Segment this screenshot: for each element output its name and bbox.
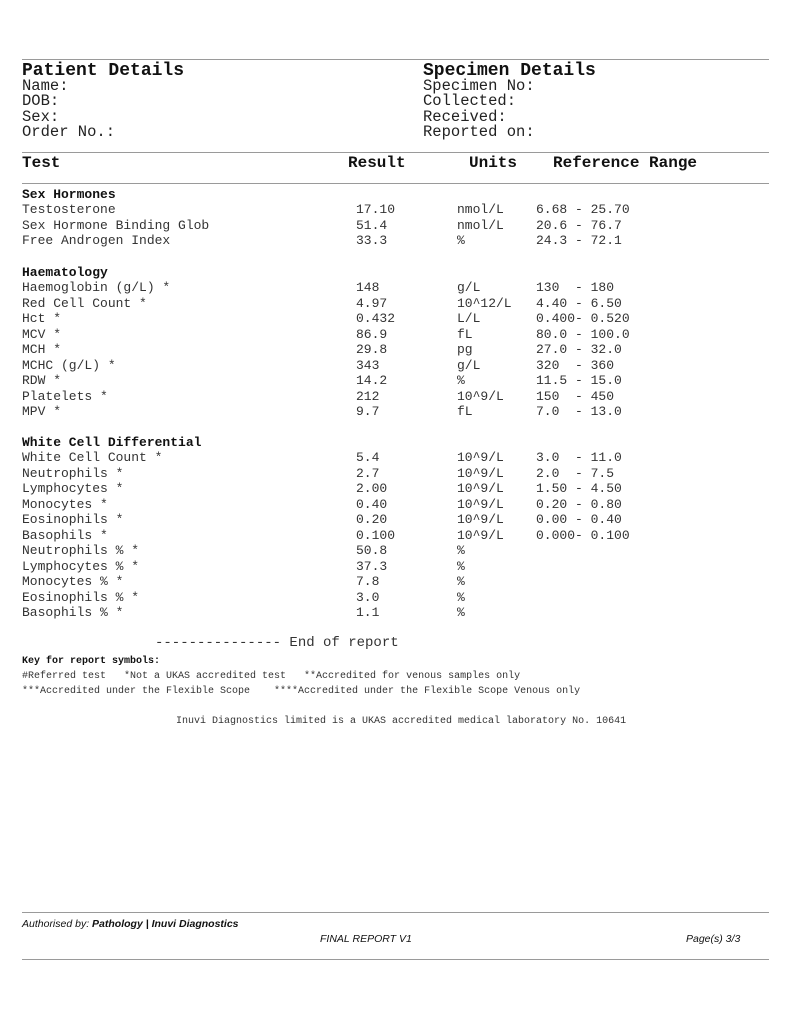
column-header-test: Test	[22, 154, 61, 172]
cell-units: 10^9/L	[457, 388, 504, 404]
cell-result: 51.4	[356, 217, 388, 233]
cell-test: Testosterone	[22, 202, 116, 218]
cell-units: %	[457, 574, 465, 589]
column-header-units: Units	[469, 154, 518, 172]
cell-range: 20.6 - 76.7	[536, 217, 622, 233]
cell-test: Hct *	[22, 311, 62, 327]
cell-result: 148	[356, 280, 380, 296]
patient-name-label: Name:	[22, 77, 69, 95]
cell-result: 3.0	[356, 589, 380, 605]
key-line-2: ***Accredited under the Flexible Scope ****Accredited under the Flexible Scope Venous only	[22, 686, 581, 697]
cell-result: 4.97	[356, 295, 388, 311]
cell-result: 0.20	[356, 512, 388, 528]
cell-test: Eosinophils *	[22, 512, 124, 528]
cell-result: 0.432	[356, 311, 396, 327]
specimen-received-label: Received:	[423, 108, 507, 126]
cell-units: nmol/L	[457, 202, 504, 218]
cell-result: 29.8	[356, 342, 388, 358]
cell-result: 14.2	[356, 373, 388, 389]
cell-result: 37.3	[356, 558, 388, 574]
specimen-details-heading: Specimen Details	[423, 61, 596, 81]
cell-range: 1.50 - 4.50	[536, 481, 622, 497]
cell-range: 0.20 - 0.80	[536, 496, 622, 512]
cell-result: 343	[356, 357, 380, 373]
cell-units: g/L	[457, 357, 481, 373]
cell-result: 0.100	[356, 527, 396, 543]
cell-test: Lymphocytes *	[22, 481, 124, 497]
cell-range: 4.40 - 6.50	[536, 295, 622, 311]
cell-range: 80.0 - 100.0	[536, 326, 630, 342]
cell-units: L/L	[457, 311, 481, 327]
cell-range: 11.5 - 15.0	[536, 373, 622, 389]
cell-test: Eosinophils % *	[22, 589, 140, 605]
cell-range: 150 - 450	[536, 388, 615, 404]
cell-test: Lymphocytes % *	[22, 558, 140, 574]
top-rule	[22, 59, 769, 60]
cell-range: 130 - 180	[536, 280, 615, 296]
report-status: FINAL REPORT V1	[320, 933, 412, 945]
cell-test: MCV *	[22, 326, 62, 342]
key-title: Key for report symbols:	[22, 656, 161, 667]
key-line-1: #Referred test *Not a UKAS accredited test **Accredited for venous samples only	[22, 671, 521, 682]
cell-units: 10^9/L	[457, 496, 504, 512]
column-header-rule	[22, 183, 769, 184]
cell-test: Monocytes % *	[22, 574, 124, 589]
patient-dob-label: DOB:	[22, 92, 60, 110]
group-heading: White Cell Differential	[22, 435, 202, 450]
cell-range: 2.0 - 7.5	[536, 465, 615, 481]
cell-result: 50.8	[356, 543, 388, 559]
cell-test: Red Cell Count *	[22, 295, 147, 311]
cell-result: 0.40	[356, 496, 388, 512]
authorised-by-label: Authorised by:	[22, 918, 90, 930]
authorised-by-value: Pathology | Inuvi Diagnostics	[92, 918, 239, 930]
cell-units: fL	[457, 404, 473, 419]
cell-range: 6.68 - 25.70	[536, 202, 630, 218]
cell-units: 10^9/L	[457, 481, 504, 497]
cell-units: 10^12/L	[457, 295, 512, 311]
cell-range: 0.00 - 0.40	[536, 512, 622, 528]
patient-order-label: Order No.:	[22, 123, 116, 141]
group-heading: Sex Hormones	[22, 187, 116, 202]
cell-result: 33.3	[356, 233, 388, 249]
cell-units: 10^9/L	[457, 450, 504, 466]
cell-range: 3.0 - 11.0	[536, 450, 622, 466]
footer-bottom-rule	[22, 959, 769, 960]
cell-units: %	[457, 373, 465, 389]
column-header-reference-range: Reference Range	[553, 154, 698, 172]
accreditation-statement: Inuvi Diagnostics limited is a UKAS accredited medical laboratory No. 10641	[176, 716, 627, 727]
cell-units: 10^9/L	[457, 465, 504, 481]
group-heading: Haematology	[22, 265, 108, 280]
cell-range: 7.0 - 13.0	[536, 404, 622, 419]
cell-units: g/L	[457, 280, 481, 296]
cell-test: Basophils *	[22, 527, 108, 543]
cell-test: Platelets *	[22, 388, 108, 404]
cell-units: %	[457, 543, 465, 559]
cell-range: 0.400- 0.520	[536, 311, 630, 327]
cell-test: Sex Hormone Binding Glob	[22, 217, 210, 233]
cell-result: 9.7	[356, 404, 380, 419]
cell-units: 10^9/L	[457, 512, 504, 528]
cell-test: Monocytes *	[22, 496, 108, 512]
authorised-by	[22, 918, 239, 930]
specimen-collected-label: Collected:	[423, 92, 517, 110]
cell-test: MCHC (g/L) *	[22, 357, 116, 373]
cell-test: Basophils % *	[22, 605, 124, 620]
cell-range: 320 - 360	[536, 357, 615, 373]
cell-units: nmol/L	[457, 217, 504, 233]
cell-result: 1.1	[356, 605, 380, 620]
cell-units: %	[457, 233, 465, 249]
cell-test: White Cell Count *	[22, 450, 163, 466]
end-of-report: --------------- End of report	[155, 635, 399, 651]
cell-range: 24.3 - 72.1	[536, 233, 622, 249]
cell-result: 17.10	[356, 202, 396, 218]
cell-test: Haemoglobin (g/L) *	[22, 280, 171, 296]
header-bottom-rule	[22, 152, 769, 153]
cell-units: 10^9/L	[457, 527, 504, 543]
specimen-no-label: Specimen No:	[423, 77, 535, 95]
cell-units: pg	[457, 342, 473, 358]
cell-result: 2.00	[356, 481, 388, 497]
cell-test: MCH *	[22, 342, 62, 358]
cell-test: Free Androgen Index	[22, 233, 171, 249]
cell-test: MPV *	[22, 404, 62, 419]
cell-result: 212	[356, 388, 380, 404]
patient-details-heading: Patient Details	[22, 61, 185, 81]
patient-sex-label: Sex:	[22, 108, 60, 126]
cell-result: 86.9	[356, 326, 388, 342]
cell-test: RDW *	[22, 373, 62, 389]
column-header-result: Result	[348, 154, 406, 172]
page-count: Page(s) 3/3	[686, 933, 741, 945]
cell-test: Neutrophils *	[22, 465, 124, 481]
cell-units: %	[457, 558, 465, 574]
cell-range: 27.0 - 32.0	[536, 342, 622, 358]
cell-units: %	[457, 589, 465, 605]
cell-units: %	[457, 605, 465, 620]
cell-test: Neutrophils % *	[22, 543, 140, 559]
cell-result: 5.4	[356, 450, 380, 466]
cell-result: 7.8	[356, 574, 380, 589]
specimen-reported-label: Reported on:	[423, 123, 535, 141]
footer-top-rule	[22, 912, 769, 913]
cell-result: 2.7	[356, 465, 380, 481]
cell-range: 0.000- 0.100	[536, 527, 630, 543]
cell-units: fL	[457, 326, 473, 342]
